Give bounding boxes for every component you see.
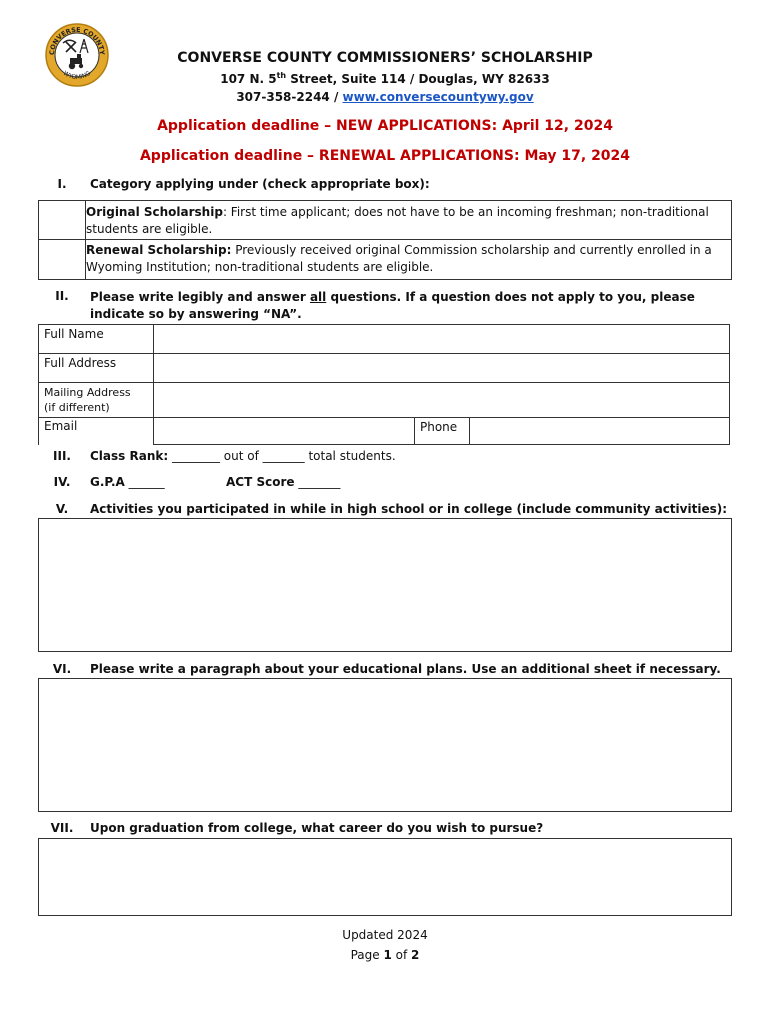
section-6-heading: Please write a paragraph about your educational plans. Use an additional sheet if necessary.	[90, 662, 721, 676]
total-students-blank[interactable]: _______	[262, 449, 305, 463]
original-scholarship-option	[86, 204, 726, 238]
activities-textbox[interactable]	[38, 518, 732, 652]
page-total: 2	[411, 948, 420, 962]
class-rank-mid: out of	[219, 449, 263, 463]
gpa-blank[interactable]: ______	[124, 475, 165, 489]
mailing-address-field[interactable]	[153, 382, 730, 418]
category-divider	[39, 239, 731, 240]
office-phone: 307-358-2244 /	[236, 90, 343, 104]
office-address	[0, 71, 770, 86]
address-sup: th	[276, 71, 287, 80]
gpa-line	[90, 475, 165, 489]
seal-top-text: CONVERSE COUNTY	[47, 25, 107, 56]
section-4-number: IV.	[53, 475, 71, 489]
address-post: Street, Suite 114 / Douglas, WY 82633	[286, 72, 550, 86]
career-textbox[interactable]	[38, 838, 732, 916]
full-address-field[interactable]	[153, 353, 730, 383]
section-1-heading: Category applying under (check appropriate box):	[90, 177, 430, 191]
educational-plans-textbox[interactable]	[38, 678, 732, 812]
section-7-heading: Upon graduation from college, what career do you wish to pursue?	[90, 821, 544, 835]
original-text: : First time applicant; does not have to be an incoming freshman; non-traditional students are eligible.	[86, 205, 709, 236]
page-pre: Page	[350, 948, 384, 962]
deadline-new: Application deadline – NEW APPLICATIONS: April 12, 2024	[157, 118, 613, 134]
original-label: Original Scholarship	[86, 205, 223, 219]
class-rank-label: Class Rank:	[90, 449, 169, 463]
act-label: ACT Score	[226, 475, 295, 489]
section-3-number: III.	[53, 449, 71, 463]
page-current: 1	[383, 948, 392, 962]
email-label: Email	[38, 417, 154, 445]
contact-line	[0, 90, 770, 104]
form-title: CONVERSE COUNTY COMMISSIONERS’ SCHOLARSHIP	[177, 50, 593, 66]
applicant-info-table	[38, 324, 730, 444]
section-6-number: VI.	[52, 662, 72, 676]
act-blank[interactable]: _______	[294, 475, 341, 489]
page-mid: of	[391, 948, 412, 962]
phone-label: Phone	[414, 417, 470, 445]
class-rank-line	[90, 449, 396, 463]
section-2-heading	[90, 289, 730, 323]
seal-bottom-text: WYOMING	[61, 69, 93, 82]
phone-field[interactable]	[469, 417, 730, 445]
section-5-heading: Activities you participated in while in high school or in college (include community activities):	[90, 502, 728, 516]
original-checkbox[interactable]	[40, 203, 84, 239]
act-line	[226, 475, 340, 489]
mailing-address-text: Mailing Address	[44, 386, 131, 399]
email-field[interactable]	[153, 417, 415, 445]
renewal-checkbox[interactable]	[40, 241, 84, 277]
full-name-label: Full Name	[38, 324, 154, 354]
full-name-field[interactable]	[153, 324, 730, 354]
section-7-number: VII.	[50, 821, 74, 835]
page-number	[0, 948, 770, 962]
website-link[interactable]: www.conversecountywy.gov	[342, 90, 534, 104]
section-2-text-pre: Please write legibly and answer	[90, 290, 310, 304]
full-address-label: Full Address	[38, 353, 154, 383]
class-rank-end: total students.	[304, 449, 396, 463]
gpa-label: G.P.A	[90, 475, 125, 489]
renewal-scholarship-option	[86, 242, 726, 276]
mailing-address-label	[38, 382, 154, 418]
class-rank-blank[interactable]: ________	[168, 449, 220, 463]
renewal-text: Previously received original Commission scholarship and currently enrolled in a Wyoming Institution; non-traditional students are eligible.	[86, 243, 712, 274]
renewal-label: Renewal Scholarship:	[86, 243, 232, 257]
section-2-text-post: questions. If a question does not apply to you, please indicate so by answering “NA”.	[90, 290, 695, 321]
category-table	[38, 200, 732, 280]
section-1-number: I.	[57, 177, 67, 191]
section-2-text-underlined: all	[309, 290, 327, 304]
section-2-number: II.	[55, 289, 69, 303]
address-pre: 107 N. 5	[220, 72, 277, 86]
section-5-number: V.	[55, 502, 69, 516]
deadline-renewal: Application deadline – RENEWAL APPLICATIONS: May 17, 2024	[139, 148, 631, 164]
updated-note: Updated 2024	[342, 928, 428, 942]
if-different-text: (if different)	[44, 401, 110, 414]
